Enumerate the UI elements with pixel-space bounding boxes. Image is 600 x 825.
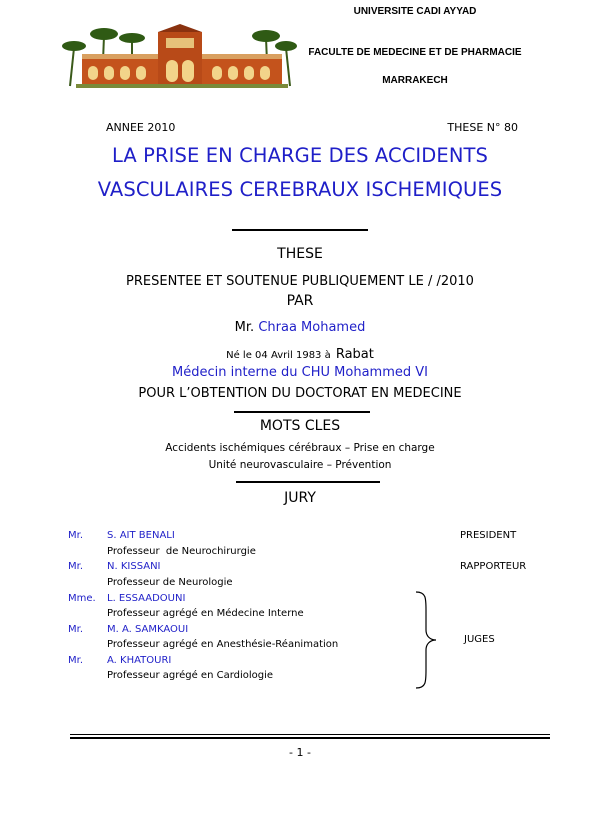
jury-member-title: Mr. <box>68 655 83 666</box>
jury-member-role: RAPPORTEUR <box>460 561 527 572</box>
faculty-name: FACULTE DE MEDECINE ET DE PHARMACIE <box>308 47 522 58</box>
thesis-title-line-2: VASCULAIRES CEREBRAUX ISCHEMIQUES <box>97 178 503 201</box>
keywords-heading: MOTS CLES <box>259 418 341 434</box>
jury-member-name: L. ESSAADOUNI <box>107 593 186 604</box>
birth-text: Né le 04 Avril 1983 à <box>226 350 331 361</box>
faculty-building-logo-icon <box>62 24 298 90</box>
divider <box>236 481 380 483</box>
jury-member-name: N. KISSANI <box>107 561 161 572</box>
jury-heading: JURY <box>284 490 316 506</box>
jury-member-name: M. A. SAMKAOUI <box>107 624 189 635</box>
author-name: Chraa Mohamed <box>258 320 366 335</box>
jury-member-description: Professeur agrégé en Médecine Interne <box>107 608 304 619</box>
birth-line <box>0 343 600 362</box>
jury-member-description: Professeur de Neurologie <box>107 577 233 588</box>
author-position: Médecin interne du CHU Mohammed VI <box>172 365 428 380</box>
thesis-number: THESE N° 80 <box>447 121 518 134</box>
keywords-line-2: Unité neurovasculaire – Prévention <box>208 459 392 471</box>
author-prefix: Mr. <box>234 320 255 335</box>
jury-member-title: Mr. <box>68 530 83 541</box>
jury-member-description: Professeur agrégé en Anesthésie-Réanimation <box>107 639 339 650</box>
presented-line: PRESENTEE ET SOUTENUE PUBLIQUEMENT LE / /2010 <box>126 274 474 289</box>
birth-place: Rabat <box>335 347 374 362</box>
city-name: MARRAKECH <box>382 75 448 86</box>
jury-member-title: Mr. <box>68 624 83 635</box>
judges-label: JUGES <box>464 634 495 645</box>
thesis-year: ANNEE 2010 <box>106 121 176 134</box>
university-name: UNIVERSITE CADI AYYAD <box>353 6 477 17</box>
jury-member-description: Professeur de Neurochirurgie <box>107 546 256 557</box>
jury-member-title: Mme. <box>68 593 96 604</box>
author-line <box>0 320 600 335</box>
keywords-line-1: Accidents ischémiques cérébraux – Prise en charge <box>165 442 435 454</box>
footer-divider <box>70 737 550 739</box>
par-label: PAR <box>286 293 314 309</box>
jury-member-name: S. AIT BENALI <box>107 530 175 541</box>
thesis-title-line-1: LA PRISE EN CHARGE DES ACCIDENTS <box>111 144 488 167</box>
jury-member-title: Mr. <box>68 561 83 572</box>
these-heading: THESE <box>277 246 323 262</box>
judges-brace-icon <box>414 590 438 690</box>
footer-divider <box>70 734 550 735</box>
jury-member-name: A. KHATOURI <box>107 655 172 666</box>
jury-member-description: Professeur agrégé en Cardiologie <box>107 670 274 681</box>
thesis-purpose: POUR L’OBTENTION DU DOCTORAT EN MEDECINE <box>138 386 462 401</box>
divider <box>234 411 370 413</box>
page-number: - 1 - <box>289 746 311 759</box>
jury-member-role: PRESIDENT <box>460 530 517 541</box>
divider <box>232 229 368 231</box>
